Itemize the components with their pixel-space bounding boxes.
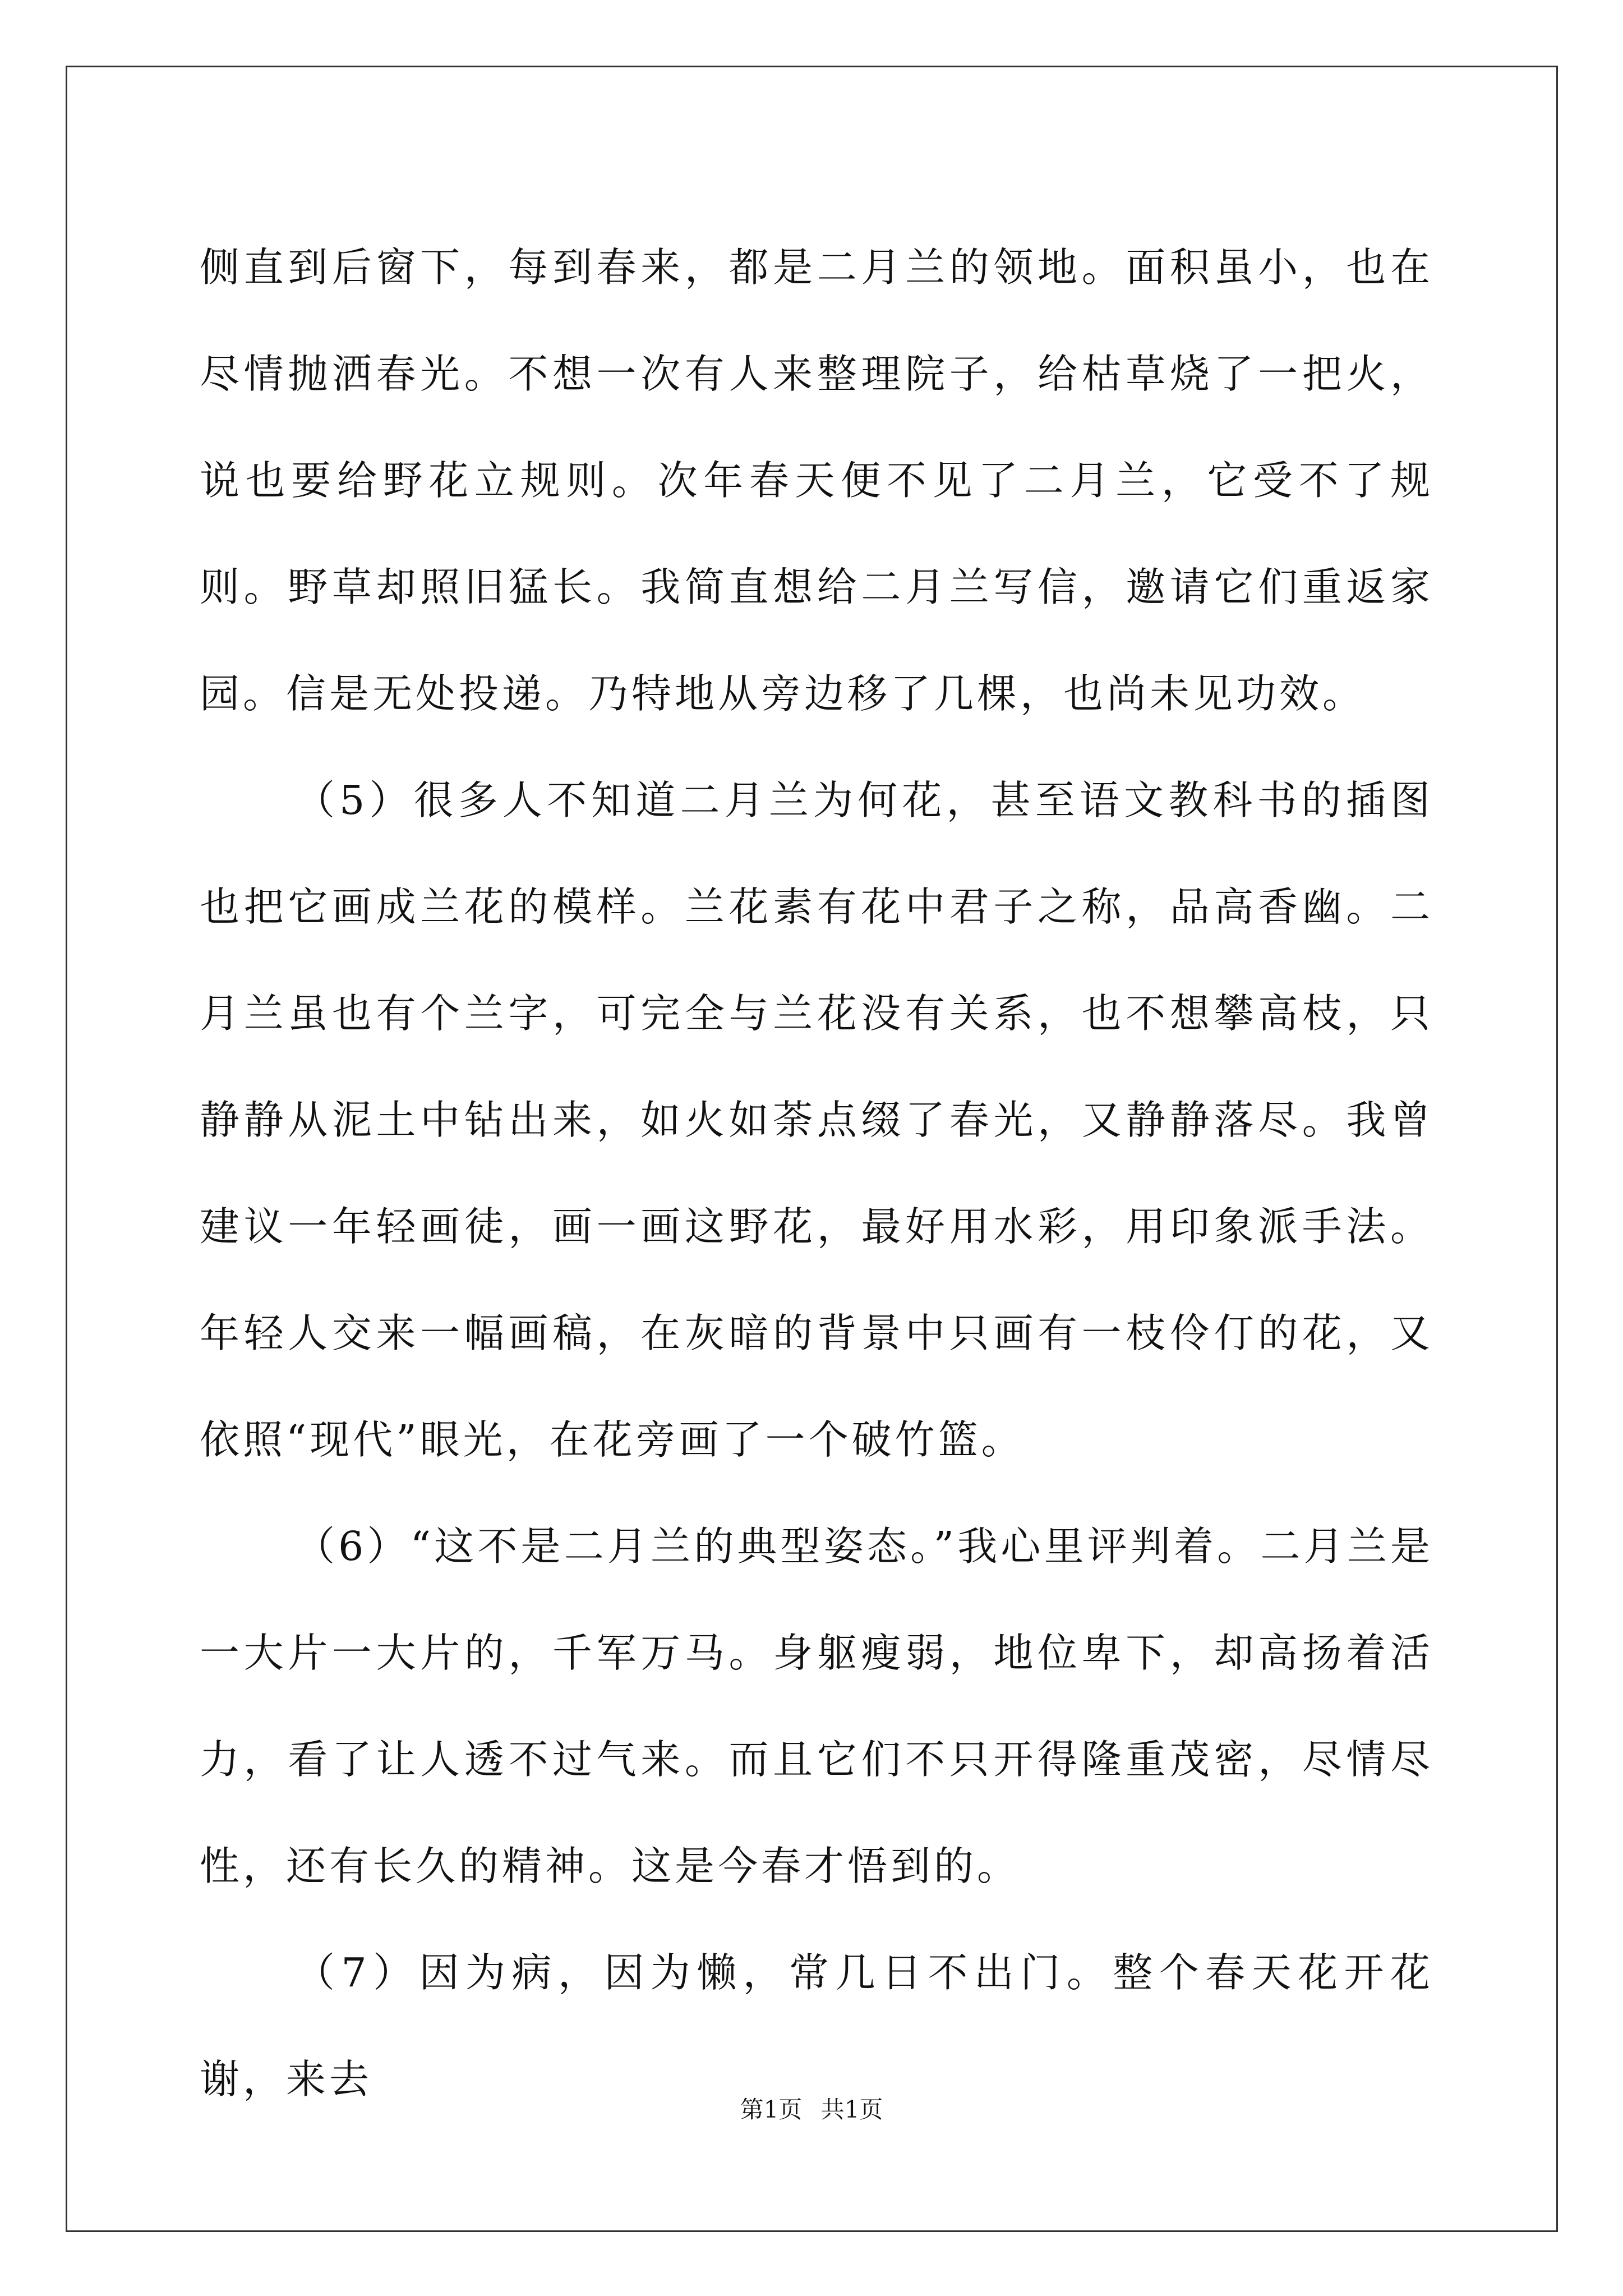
paragraph-7: （7）因为病，因为懒，常几日不出门。整个春天花开花谢，来去 — [200, 1949, 1433, 2102]
paragraph-6: （6）“这不是二月兰的典型姿态。”我心里评判着。二月兰是一大片一大片的，千军万马。身躯瘦弱，地位卑下，却高扬着活力，看了让人透不过气来。而且它们不只开得隆重茂密，尽情尽性，还有长久的精神。这是今春才悟到的。 — [200, 1523, 1433, 1889]
document-body — [200, 214, 1433, 2133]
page-footer: 第1页 共1页 — [740, 2096, 883, 2123]
paragraph-5: （5）很多人不知道二月兰为何花，甚至语文教科书的插图也把它画成兰花的模样。兰花素有花中君子之称，品高香幽。二月兰虽也有个兰字，可完全与兰花没有关系，也不想攀高枝，只静静从泥土中钻出来，如火如荼点缀了春光，又静静落尽。我曾建议一年轻画徒，画一画这野花，最好用水彩，用印象派手法。年轻人交来一幅画稿，在灰暗的背景中只画有一枝伶仃的花，又依照“现代”眼光，在花旁画了一个破竹篮。 — [200, 777, 1433, 1463]
paragraph-continuation: 侧直到后窗下，每到春来，都是二月兰的领地。面积虽小，也在尽情抛洒春光。不想一次有人来整理院子，给枯草烧了一把火，说也要给野花立规则。次年春天便不见了二月兰，它受不了规则。野草却照旧猛长。我简直想给二月兰写信，邀请它们重返家园。信是无处投递。乃特地从旁边移了几棵，也尚未见功效。 — [200, 244, 1433, 717]
